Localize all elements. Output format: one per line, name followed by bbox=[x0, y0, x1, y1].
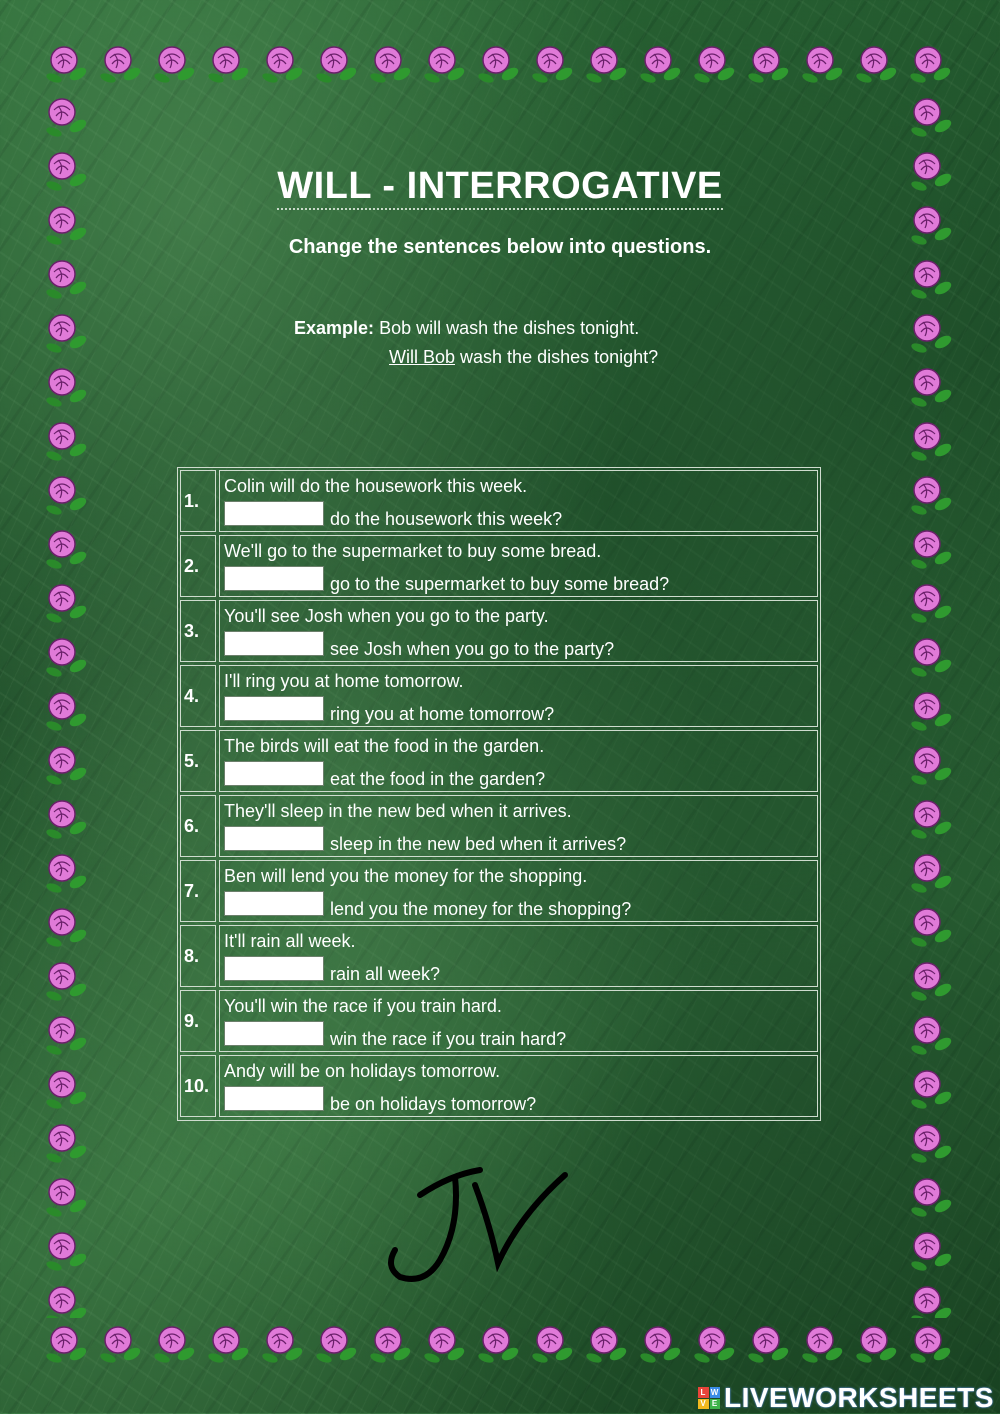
exercise-row bbox=[180, 665, 818, 727]
logo-letter: W bbox=[710, 1387, 719, 1397]
item-number: 6. bbox=[180, 795, 216, 857]
answer-input[interactable] bbox=[224, 1021, 324, 1046]
page-title bbox=[0, 165, 1000, 208]
page-title-text: WILL - INTERROGATIVE bbox=[277, 165, 723, 210]
logo-letter: L bbox=[698, 1387, 709, 1398]
item-content bbox=[219, 535, 818, 597]
item-sentence: The birds will eat the food in the garden. bbox=[224, 736, 545, 756]
rose-border-icon bbox=[905, 90, 957, 1318]
logo-letter: V bbox=[698, 1399, 709, 1410]
item-number: 10. bbox=[180, 1055, 216, 1117]
answer-line bbox=[224, 891, 632, 919]
rose-border-left bbox=[40, 90, 92, 1318]
logo-letter: E bbox=[710, 1399, 721, 1410]
example-label: Example: bbox=[294, 318, 375, 338]
item-number: 9. bbox=[180, 990, 216, 1052]
exercise-row bbox=[180, 795, 818, 857]
answer-line bbox=[224, 696, 555, 724]
exercise-row bbox=[180, 730, 818, 792]
answer-input[interactable] bbox=[224, 696, 324, 721]
item-content bbox=[219, 665, 818, 727]
answer-line bbox=[224, 761, 546, 789]
rose-border-icon bbox=[40, 1318, 960, 1370]
answer-input[interactable] bbox=[224, 566, 324, 591]
item-number: 7. bbox=[180, 860, 216, 922]
exercise-row bbox=[180, 535, 818, 597]
example-answer-underlined: Will Bob bbox=[389, 347, 456, 367]
item-number: 1. bbox=[180, 470, 216, 532]
exercise-row bbox=[180, 1055, 818, 1117]
item-content bbox=[219, 470, 818, 532]
answer-line bbox=[224, 501, 563, 529]
question-rest: eat the food in the garden? bbox=[330, 769, 546, 789]
answer-input[interactable] bbox=[224, 1086, 324, 1111]
item-content bbox=[219, 795, 818, 857]
item-sentence: It'll rain all week. bbox=[224, 931, 356, 951]
exercise-row bbox=[180, 860, 818, 922]
question-rest: see Josh when you go to the party? bbox=[330, 639, 615, 659]
example-line-1 bbox=[294, 314, 658, 343]
question-rest: be on holidays tomorrow? bbox=[330, 1094, 537, 1114]
question-rest: rain all week? bbox=[330, 964, 441, 984]
exercise-table bbox=[177, 467, 821, 1121]
item-content bbox=[219, 860, 818, 922]
answer-input[interactable] bbox=[224, 761, 324, 786]
answer-line bbox=[224, 826, 627, 854]
rose-border-icon bbox=[40, 38, 960, 90]
question-rest: win the race if you train hard? bbox=[330, 1029, 567, 1049]
answer-line bbox=[224, 631, 615, 659]
answer-line bbox=[224, 1086, 537, 1114]
rose-border-top bbox=[40, 38, 960, 90]
exercise-row bbox=[180, 600, 818, 662]
question-rest: sleep in the new bed when it arrives? bbox=[330, 834, 627, 854]
example-sentence: Bob will wash the dishes tonight. bbox=[379, 318, 640, 338]
item-number: 4. bbox=[180, 665, 216, 727]
liveworksheets-logo-icon bbox=[698, 1387, 720, 1409]
example-answer-rest: wash the dishes tonight? bbox=[460, 347, 659, 367]
item-number: 3. bbox=[180, 600, 216, 662]
item-content bbox=[219, 925, 818, 987]
item-sentence: You'll see Josh when you go to the party. bbox=[224, 606, 549, 626]
exercise-row bbox=[180, 470, 818, 532]
question-rest: do the housework this week? bbox=[330, 509, 563, 529]
question-rest: ring you at home tomorrow? bbox=[330, 704, 555, 724]
question-rest: go to the supermarket to buy some bread? bbox=[330, 574, 670, 594]
answer-input[interactable] bbox=[224, 956, 324, 981]
item-sentence: I'll ring you at home tomorrow. bbox=[224, 671, 464, 691]
answer-line bbox=[224, 1021, 567, 1049]
signature bbox=[380, 1155, 580, 1295]
item-sentence: Ben will lend you the money for the shopping. bbox=[224, 866, 588, 886]
answer-input[interactable] bbox=[224, 501, 324, 526]
item-sentence: You'll win the race if you train hard. bbox=[224, 996, 502, 1016]
item-content bbox=[219, 1055, 818, 1117]
liveworksheets-watermark bbox=[698, 1382, 994, 1414]
exercise-row bbox=[180, 990, 818, 1052]
example-line-2 bbox=[294, 343, 658, 372]
example-block bbox=[294, 314, 658, 372]
item-sentence: They'll sleep in the new bed when it arrives. bbox=[224, 801, 572, 821]
rose-border-icon bbox=[40, 90, 92, 1318]
instruction-text: Change the sentences below into questions. bbox=[288, 236, 712, 258]
answer-input[interactable] bbox=[224, 826, 324, 851]
question-rest: lend you the money for the shopping? bbox=[330, 899, 632, 919]
item-number: 5. bbox=[180, 730, 216, 792]
item-sentence: Andy will be on holidays tomorrow. bbox=[224, 1061, 501, 1081]
item-sentence: We'll go to the supermarket to buy some bread. bbox=[224, 541, 602, 561]
exercise-row bbox=[180, 925, 818, 987]
item-content bbox=[219, 600, 818, 662]
answer-line bbox=[224, 566, 670, 594]
item-number: 2. bbox=[180, 535, 216, 597]
answer-input[interactable] bbox=[224, 631, 324, 656]
rose-border-right bbox=[905, 90, 957, 1318]
item-sentence: Colin will do the housework this week. bbox=[224, 476, 528, 496]
rose-border-bottom bbox=[40, 1318, 960, 1370]
answer-line bbox=[224, 956, 441, 984]
item-content bbox=[219, 730, 818, 792]
item-number: 8. bbox=[180, 925, 216, 987]
answer-input[interactable] bbox=[224, 891, 324, 916]
item-content bbox=[219, 990, 818, 1052]
watermark-text: LIVEWORKSHEETS bbox=[724, 1382, 994, 1413]
